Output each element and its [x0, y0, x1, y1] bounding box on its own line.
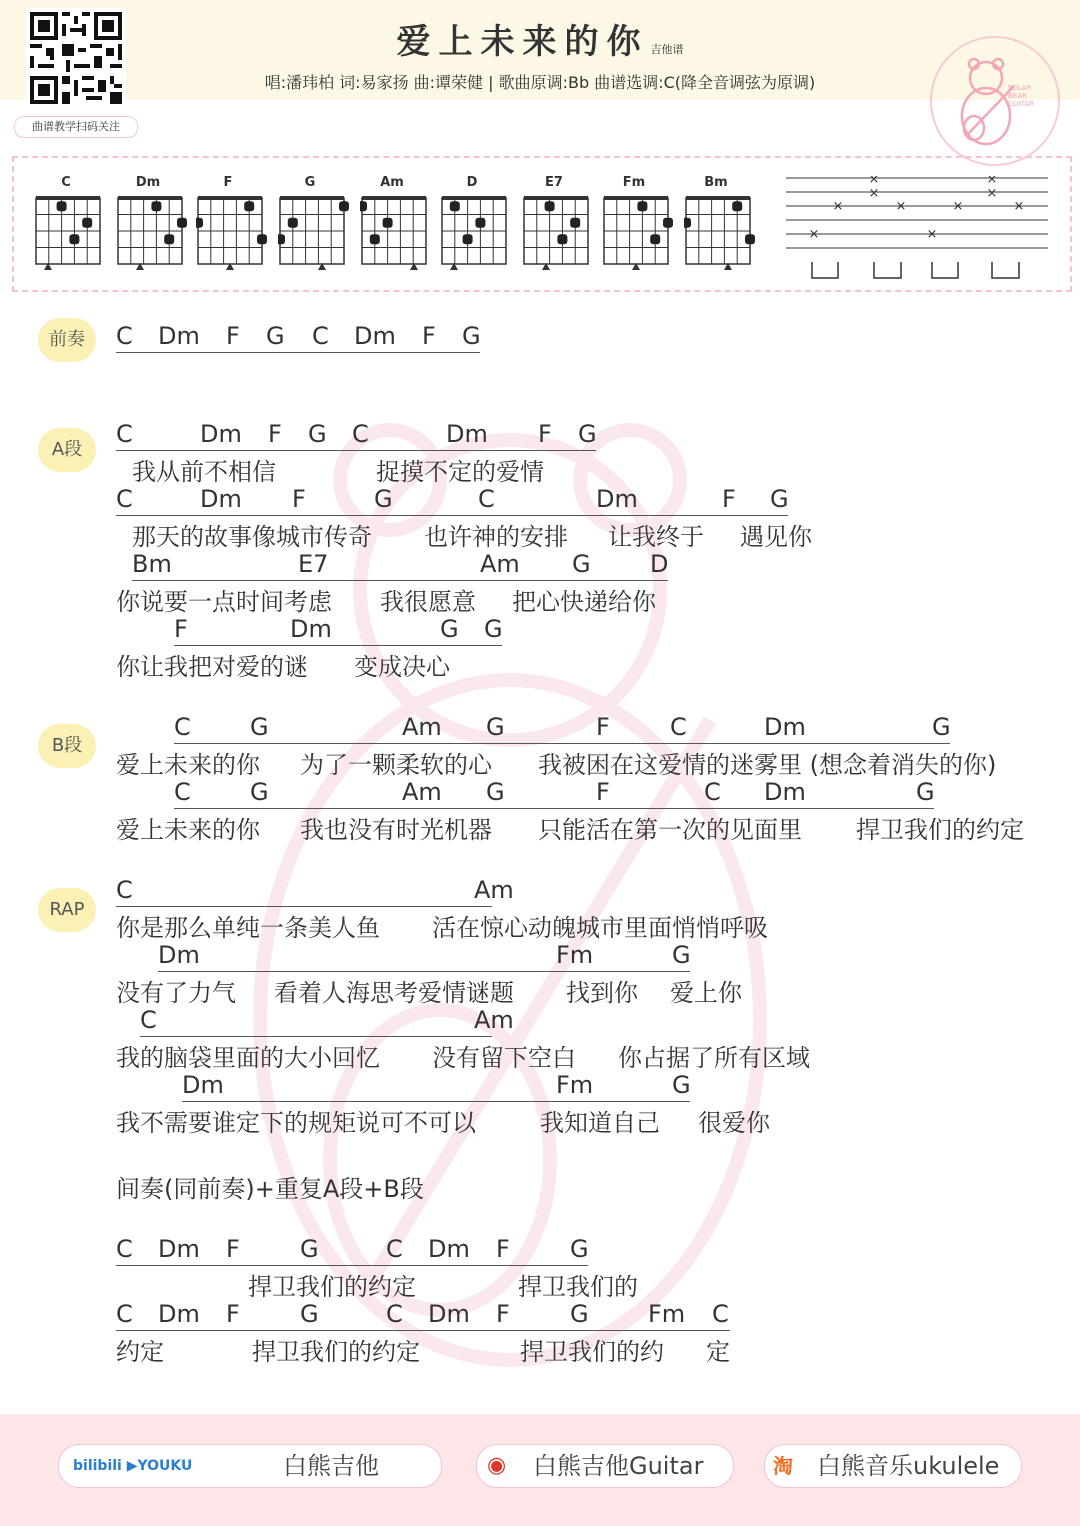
chord-symbol: Dm [158, 941, 200, 969]
lyric-line [0, 452, 1080, 486]
chord-symbol: Dm [158, 1235, 200, 1263]
chord-name: D [466, 175, 478, 190]
chord-underline [538, 450, 596, 451]
chord-diagram-g [278, 170, 350, 280]
chord-symbol: G [266, 322, 285, 350]
taobao-icon: 淘 [773, 1454, 793, 1478]
lyric-line [0, 647, 1080, 681]
chord-underline [764, 743, 950, 744]
chord-symbol: F [174, 615, 188, 643]
chord-symbol: F [596, 713, 610, 741]
chord-underline [648, 1330, 730, 1331]
chord-symbol: G [572, 550, 591, 578]
chord-underline [722, 515, 788, 516]
chord-symbol: C [386, 1300, 403, 1328]
chord-diagram-fm [602, 170, 674, 280]
lyric-text: 爱上你 [670, 979, 742, 1007]
section-tag-b: B段 [38, 724, 96, 768]
lyric-text: 定 [706, 1338, 730, 1366]
chord-symbol: C [174, 778, 191, 806]
chord-symbol: Fm [556, 941, 594, 969]
svg-text:×: × [895, 199, 907, 214]
lyric-text: 爱上未来的你 [116, 751, 260, 779]
chord-symbol: C [478, 485, 495, 513]
chord-symbol: F [268, 420, 282, 448]
lyric-text: 我也没有时光机器 [300, 816, 492, 844]
footer-name-3: 白熊音乐ukulele [817, 1452, 1000, 1480]
chord-diagram-bm [684, 170, 756, 280]
chord-symbol: F [722, 485, 736, 513]
chord-symbol: Dm [596, 485, 638, 513]
chord-line [0, 713, 1080, 743]
lyric-text: 捉摸不定的爱情 [376, 458, 544, 486]
chord-symbol: Dm [354, 322, 396, 350]
chord-diagram-am [360, 170, 432, 280]
chord-line [0, 1071, 1080, 1101]
svg-text:×: × [986, 186, 998, 201]
chord-symbol: Dm [158, 322, 200, 350]
chord-symbol: F [226, 1300, 240, 1328]
chord-name: C [61, 175, 71, 190]
lyric-text: 没有了力气 [116, 979, 236, 1007]
section-tag-prelude: 前奏 [38, 318, 96, 362]
chord-underline [440, 645, 502, 646]
chord-symbol: C [116, 1235, 133, 1263]
lyric-text: 为了一颗柔软的心 [300, 751, 492, 779]
chord-name: Am [380, 175, 404, 190]
section-tag-a: A段 [38, 428, 96, 472]
chord-symbol: G [578, 420, 597, 448]
lyric-text: 只能活在第一次的见面里 [538, 816, 802, 844]
chord-symbol: C [704, 778, 721, 806]
lyric-text: 捍卫我们的 [518, 1273, 638, 1301]
logo-word-bear: BEAR [1008, 92, 1027, 100]
lyric-text: 捍卫我们的约 [520, 1338, 664, 1366]
chord-symbol: Dm [446, 420, 488, 448]
chord-symbol: G [300, 1300, 319, 1328]
footer-pill-taobao[interactable] [764, 1444, 1022, 1488]
lyric-text: 找到你 [566, 979, 638, 1007]
chord-symbol: E7 [298, 550, 329, 578]
chord-name: Bm [704, 175, 728, 190]
svg-text:×: × [952, 199, 964, 214]
svg-text:×: × [868, 176, 880, 187]
lyric-line [0, 1103, 1080, 1137]
chord-symbol: Dm [764, 778, 806, 806]
chord-underline [298, 580, 498, 581]
chord-diagram-dm [116, 170, 188, 280]
chord-symbol: Dm [182, 1071, 224, 1099]
strum-pattern [786, 176, 1048, 284]
chord-symbol: G [770, 485, 789, 513]
chord-name: Fm [622, 175, 646, 190]
lyric-text: 捍卫我们的约定 [248, 1273, 416, 1301]
chord-diagram-e7 [522, 170, 594, 280]
chord-line [0, 322, 1080, 352]
chord-symbol: Dm [428, 1235, 470, 1263]
chord-symbol: G [672, 1071, 691, 1099]
chord-symbol: G [486, 778, 505, 806]
footer-name-1: 白熊吉他 [283, 1452, 379, 1480]
lyric-line [0, 1038, 1080, 1072]
chord-underline [132, 580, 316, 581]
chord-symbol: Dm [200, 420, 242, 448]
lyric-text: 我的脑袋里面的大小回忆 [116, 1044, 380, 1072]
chord-symbol: Fm [556, 1071, 594, 1099]
chord-name: E7 [545, 175, 563, 190]
chord-line [0, 876, 1080, 906]
chord-line [0, 778, 1080, 808]
lyric-text: 变成决心 [354, 653, 450, 681]
chord-symbol: G [374, 485, 393, 513]
chord-symbol: Am [474, 876, 514, 904]
lyric-text: 那天的故事像城市传奇 [132, 523, 372, 551]
chord-line [0, 550, 1080, 580]
lyric-text: 让我终于 [608, 523, 704, 551]
chord-symbol: C [386, 1235, 403, 1263]
svg-text:×: × [808, 227, 820, 242]
chord-symbol: G [672, 941, 691, 969]
svg-text:×: × [1013, 199, 1025, 214]
lyric-text: 我从前不相信 [132, 458, 276, 486]
chord-symbol: C [116, 322, 133, 350]
chord-symbol: G [932, 713, 951, 741]
chord-symbol: D [650, 550, 669, 578]
chord-line [0, 1235, 1080, 1265]
chord-underline [140, 1036, 492, 1037]
lyric-text: 我很愿意 [380, 588, 476, 616]
chord-symbol: C [312, 322, 329, 350]
chord-symbol: C [116, 1300, 133, 1328]
chord-symbol: F [422, 322, 436, 350]
chord-symbol: Am [402, 778, 442, 806]
lyric-text: 约定 [116, 1338, 164, 1366]
chord-underline [422, 352, 480, 353]
chord-underline [174, 645, 308, 646]
weibo-icon: ◉ [487, 1453, 507, 1478]
lyric-text: 你说要一点时间考虑 [116, 588, 332, 616]
svg-text:×: × [868, 186, 880, 201]
chord-symbol: F [292, 485, 306, 513]
lyric-text: 间奏(同前奏)+重复A段+B段 [116, 1175, 424, 1203]
lyric-line [0, 908, 1080, 942]
chord-symbol: F [496, 1300, 510, 1328]
chord-symbol: F [226, 322, 240, 350]
chord-symbol: Dm [290, 615, 332, 643]
lyric-text: 我不需要谁定下的规矩说可不可以 [116, 1109, 476, 1137]
chord-underline [596, 515, 740, 516]
svg-text:×: × [926, 227, 938, 242]
chord-symbol: F [496, 1235, 510, 1263]
song-title [0, 14, 1080, 63]
chord-underline [158, 971, 574, 972]
chord-symbol: G [462, 322, 481, 350]
platforms-icons: bilibili ▶YOUKU [73, 1458, 193, 1474]
chord-symbol: Dm [158, 1300, 200, 1328]
lyric-text: 我被困在这爱情的迷雾里 (想念着消失的你) [538, 751, 997, 779]
chord-line [0, 485, 1080, 515]
chord-symbol: C [712, 1300, 729, 1328]
chord-underline [556, 1101, 690, 1102]
chord-underline [764, 808, 934, 809]
chord-symbol: Dm [200, 485, 242, 513]
chord-line [0, 615, 1080, 645]
lyric-text: 爱上未来的你 [116, 816, 260, 844]
chord-symbol: F [538, 420, 552, 448]
footer-pill-video[interactable] [58, 1444, 442, 1488]
chord-symbol: G [484, 615, 503, 643]
chord-symbol: G [250, 713, 269, 741]
chord-symbol: G [440, 615, 459, 643]
chord-symbol: G [308, 420, 327, 448]
svg-text:×: × [986, 176, 998, 187]
song-credits: 唱:潘玮柏 词:易家扬 曲:谭荣健 | 歌曲原调:Bb 曲谱选调:C(降全音调弦为原调) [264, 73, 816, 92]
logo-word-guitar: GUITAR [1008, 100, 1034, 108]
chord-line [0, 1300, 1080, 1330]
chord-diagram-c [34, 170, 106, 280]
chord-symbol: C [140, 1006, 157, 1034]
lyric-line [0, 810, 1080, 844]
chord-symbol: C [174, 713, 191, 741]
chord-underline [572, 580, 668, 581]
lyric-line [0, 517, 1080, 551]
lyric-text: 你占据了所有区域 [618, 1044, 810, 1072]
lyric-line [0, 745, 1080, 779]
lyric-text: 很爱你 [698, 1109, 770, 1137]
footer-name-2: 白熊吉他Guitar [533, 1452, 704, 1480]
chord-line [0, 941, 1080, 971]
chord-name: G [304, 175, 316, 190]
lyric-line [0, 1169, 1080, 1203]
chord-symbol: F [226, 1235, 240, 1263]
chord-underline [496, 1265, 588, 1266]
lyric-text: 也许神的安排 [424, 523, 568, 551]
chord-underline [478, 515, 614, 516]
chord-symbol: G [916, 778, 935, 806]
chord-symbol: Dm [764, 713, 806, 741]
chord-name: Dm [135, 175, 161, 190]
qr-caption: 曲谱教学扫码关注 [14, 116, 138, 138]
svg-text:×: × [832, 199, 844, 214]
chord-underline [290, 645, 458, 646]
chord-symbol: G [570, 1300, 589, 1328]
chord-symbol: Am [474, 1006, 514, 1034]
lyric-text: 我知道自己 [540, 1109, 660, 1137]
chord-symbol: Am [402, 713, 442, 741]
chord-symbol: Dm [428, 1300, 470, 1328]
bear-guitar-icon [932, 38, 1058, 164]
chord-symbol: C [116, 420, 133, 448]
lyric-text: 把心快递给你 [512, 588, 656, 616]
section-tag-rap: RAP [38, 888, 96, 932]
lyric-text: 捍卫我们的约定 [856, 816, 1024, 844]
polar-bear-logo [930, 36, 1060, 166]
chord-underline [250, 743, 420, 744]
chord-symbol: C [352, 420, 369, 448]
lyric-line [0, 582, 1080, 616]
lyric-text: 遇见你 [740, 523, 812, 551]
chord-underline [486, 743, 614, 744]
chord-underline [250, 808, 420, 809]
chord-diagram-f [196, 170, 268, 280]
chord-symbol: C [116, 485, 133, 513]
chord-symbol: G [570, 1235, 589, 1263]
chord-symbol: G [250, 778, 269, 806]
logo-word-polar: POLAR [1008, 84, 1032, 92]
chord-underline [116, 906, 492, 907]
lyric-text: 活在惊心动魄城市里面悄悄呼吸 [432, 914, 768, 942]
lyric-text: 看着人海思考爱情谜题 [274, 979, 514, 1007]
chord-symbol: Fm [648, 1300, 686, 1328]
chord-symbol: C [116, 876, 133, 904]
chord-diagram-d [440, 170, 512, 280]
lyric-line [0, 1332, 1080, 1366]
lyric-text: 没有留下空白 [432, 1044, 576, 1072]
chord-symbol: F [596, 778, 610, 806]
lyric-line [0, 1267, 1080, 1301]
chord-line [0, 1006, 1080, 1036]
lyric-line [0, 973, 1080, 1007]
chord-underline [486, 808, 614, 809]
title-suffix: 吉他谱 [650, 43, 684, 56]
chord-name: F [223, 175, 233, 190]
lyric-text: 你让我把对爱的谜 [116, 653, 308, 681]
footer-pill-weibo[interactable] [476, 1444, 734, 1488]
lyric-text: 你是那么单纯一条美人鱼 [116, 914, 380, 942]
title-text: 爱上未来的你 [396, 22, 649, 62]
chord-underline [182, 1101, 574, 1102]
chord-underline [556, 971, 690, 972]
lyric-text: 捍卫我们的约定 [252, 1338, 420, 1366]
chord-symbol: Bm [132, 550, 172, 578]
chord-symbol: G [300, 1235, 319, 1263]
chord-symbol: Am [480, 550, 520, 578]
chord-symbol: G [486, 713, 505, 741]
chord-line [0, 420, 1080, 450]
chord-symbol: C [670, 713, 687, 741]
logo-text [1008, 84, 1034, 108]
